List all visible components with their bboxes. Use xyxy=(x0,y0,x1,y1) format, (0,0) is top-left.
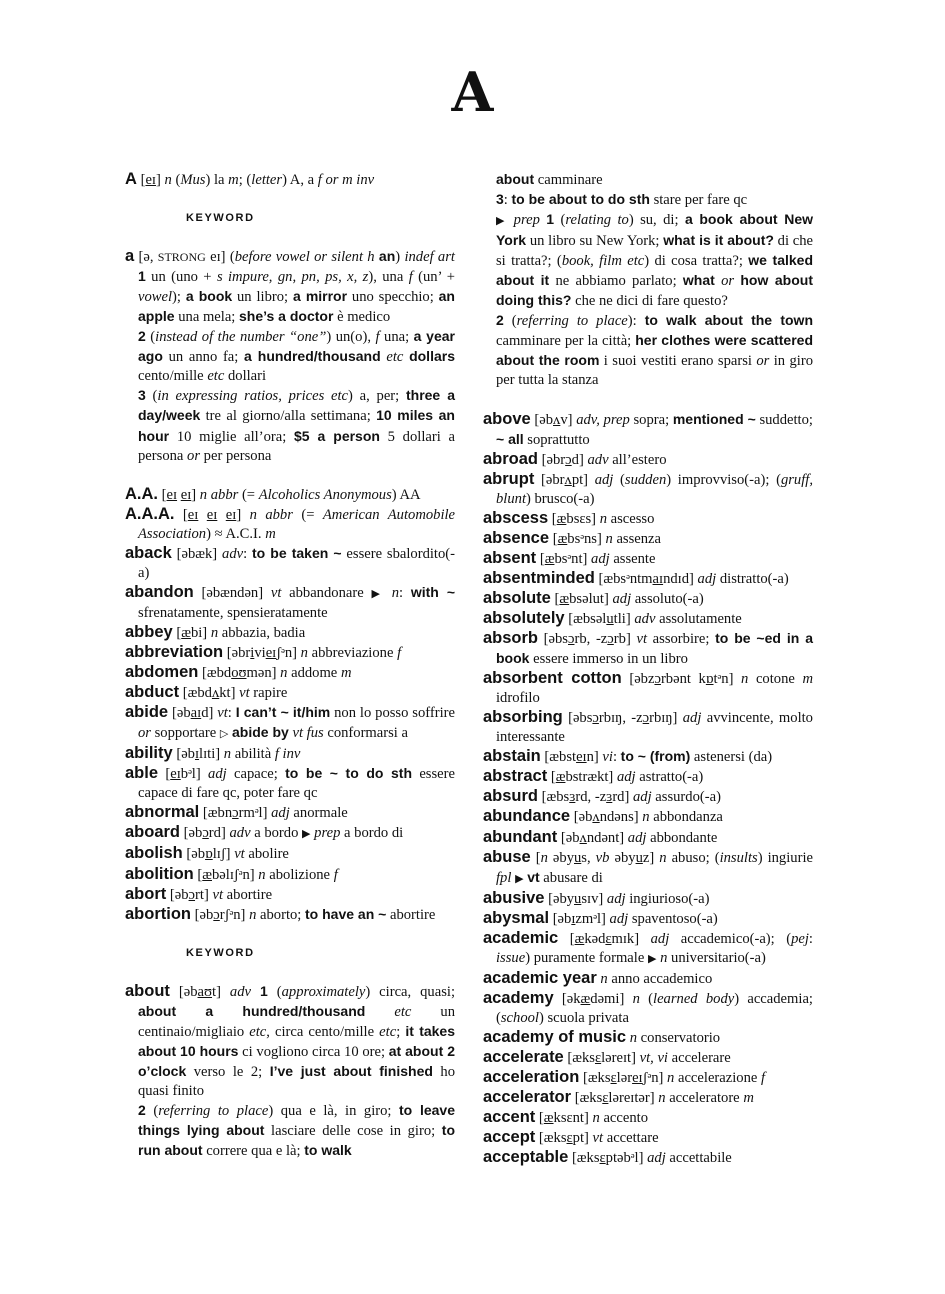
entry-sense: 3 (in expressing ratios, prices etc) a, per; three a day/week tre al giorno/alla settimana; 10 miles an hour 10 miglie all’ora; $5 a person 5 dollari a persona or per persona xyxy=(138,387,455,464)
dictionary-entry: abolition [æbəlɪʃᵊn] n abolizione f xyxy=(125,864,338,883)
dictionary-entry: abuse [n əbyus, vb əbyuz] n abuso; (insults) ingiurie fpl ▶ vt abusare di xyxy=(483,847,813,886)
dictionary-entry: abundant [əbʌndənt] adj abbondante xyxy=(483,827,718,846)
dictionary-entry: academy of music n conservatorio xyxy=(483,1027,721,1046)
dictionary-entry: absorbing [əbsɔrbɪŋ, -zɔrbɪŋ] adj avvincente, molto interessante xyxy=(483,708,813,746)
entry-sense: 3: to be about to do sth stare per fare qc xyxy=(496,191,748,209)
dictionary-entry: abandon [əbændən] vt abbandonare ▶ n: with ~ sfrenatamente, spensieratamente xyxy=(125,582,455,621)
dictionary-entry: accelerate [æksɛləreɪt] vt, vi accelerare xyxy=(483,1048,731,1067)
dictionary-entry: accelerator [æksɛləreɪtər] n acceleratore m xyxy=(483,1088,754,1107)
dictionary-entry: abide [əbaɪd] vt: I can’t ~ it/him non lo posso soffrire or sopportare ▷ abide by vt fus conformarsi a xyxy=(125,703,455,742)
dictionary-entry: abduct [æbdʌkt] vt rapire xyxy=(125,683,288,702)
dictionary-entry: abysmal [əbɪzmᵊl] adj spaventoso(-a) xyxy=(483,908,718,927)
page-letter-heading: A xyxy=(451,60,494,124)
dictionary-entry: aback [əbæk] adv: to be taken ~ essere sbalordito(-a) xyxy=(125,543,455,581)
entry-gap xyxy=(125,466,455,485)
entry-sense: about camminare xyxy=(496,171,603,188)
dictionary-entry: absence [æbsᵊns] n assenza xyxy=(483,528,662,547)
dictionary-entry: acceleration [æksɛləreɪʃᵊn] n accelerazione f xyxy=(483,1068,766,1087)
dictionary-entry: acceptable [æksɛptəbᵊl] adj accettabile xyxy=(483,1148,732,1167)
dictionary-entry: abundance [əbʌndəns] n abbondanza xyxy=(483,807,723,826)
dictionary-entry: absent [æbsᵊnt] adj assente xyxy=(483,548,656,567)
dictionary-entry: abscess [æbsɛs] n ascesso xyxy=(483,508,655,527)
dictionary-entry: abolish [əbɒlɪʃ] vt abolire xyxy=(125,844,289,863)
dictionary-entry: abbey [æbi] n abbazia, badia xyxy=(125,622,306,641)
dictionary-entry: academy [əkædəmi] n (learned body) accademia; (school) scuola privata xyxy=(483,988,813,1026)
dictionary-entry: absorb [əbsɔrb, -zɔrb] vt assorbire; to be ~ed in a book essere immerso in un libro xyxy=(483,629,813,668)
dictionary-entry: abbreviation [əbrivieɪʃᵊn] n abbreviazione f xyxy=(125,642,402,661)
dictionary-entry: a [ə, STRONG eɪ] (before vowel or silent h an) indef art 1 un (uno + s impure, gn, pn, ps, x, z), una f (un’ + vowel); a book un libro; a mirror uno specchio; an apple una mela; she’s a doctor è medico xyxy=(125,247,455,326)
entry-sense: 2 (instead of the number “one”) un(o), f una; a year ago un anno fa; a hundred/thousand etc dollars cento/mille etc dollari xyxy=(138,328,455,385)
dictionary-entry: absolutely [æbsəlutli] adv assolutamente xyxy=(483,608,742,627)
entry-sense: 2 (referring to place) qua e là, in giro; to leave things lying about lasciare delle cose in giro; to run about correre qua e là; to walk xyxy=(138,1101,456,1160)
left-column xyxy=(125,170,455,1161)
dictionary-entry: academic year n anno accademico xyxy=(483,968,713,987)
dictionary-entry: abusive [əbyusɪv] adj ingiurioso(-a) xyxy=(483,888,710,907)
keyword-label: KEYWORD xyxy=(186,212,255,225)
dictionary-entry: absurd [æbsɜrd, -zɜrd] adj assurdo(-a) xyxy=(483,787,721,806)
dictionary-entry: able [eɪbᵊl] adj capace; to be ~ to do sth essere capace di fare qc, poter fare qc xyxy=(125,764,455,802)
dictionary-entry: aboard [əbɔrd] adv a bordo ▶ prep a bordo di xyxy=(125,823,404,842)
dictionary-entry: above [əbʌv] adv, prep sopra; mentioned ~ suddetto; ~ all soprattutto xyxy=(483,409,813,448)
dictionary-entry: abnormal [æbnɔrmᵊl] adj anormale xyxy=(125,803,348,822)
dictionary-entry: about [əbaʊt] adv 1 (approximately) circa, quasi; about a hundred/thousand etc un centinaio/migliaio etc, circa cento/mille etc; it takes about 10 hours ci vogliono circa 10 ore; at about 2 o’clock verso le 2; I’ve just about finished ho quasi finito xyxy=(125,981,456,1099)
dictionary-entry: A.A. [eɪ eɪ] n abbr (= Alcoholics Anonymous) AA xyxy=(125,484,421,503)
dictionary-entry: ability [əbɪlɪti] n abilità f inv xyxy=(125,744,301,763)
dictionary-entry: accent [æksɛnt] n accento xyxy=(483,1108,649,1127)
entry-gap xyxy=(483,391,813,410)
dictionary-entry: accept [æksɛpt] vt accettare xyxy=(483,1128,659,1147)
dictionary-entry: abortion [əbɔrʃᵊn] n aborto; to have an ~ abortire xyxy=(125,904,436,923)
dictionary-entry: absentminded [æbsᵊntmaɪndɪd] adj distratto(-a) xyxy=(483,568,789,587)
dictionary-entry: abstract [æbstrækt] adj astratto(-a) xyxy=(483,767,704,786)
entry-sense: ▶ prep 1 (relating to) su, di; a book about New York un libro su New York; what is it about? di che si tratta?; (book, film etc) di cosa tratta?; we talked about it ne abbiamo parlato; what or how about doing this? che ne dici di fare questo? xyxy=(496,211,814,310)
keyword-label: KEYWORD xyxy=(186,946,255,959)
dictionary-entry: A.A.A. [eɪ eɪ eɪ] n abbr (= American Automobile Association) ≈ A.C.I. m xyxy=(125,504,456,542)
dictionary-entry: abstain [æbsteɪn] vi: to ~ (from) astenersi (da) xyxy=(483,747,773,766)
dictionary-entry: absorbent cotton [əbzɔrbənt kɒtᵊn] n cotone m idrofilo xyxy=(483,669,814,707)
dictionary-entry: abort [əbɔrt] vt abortire xyxy=(125,884,273,903)
entry-sense: 2 (referring to place): to walk about the town camminare per la città; her clothes were scattered about the room i suoi vestiti erano sparsi or in giro per tutta la stanza xyxy=(496,312,813,389)
right-column xyxy=(483,170,813,1168)
dictionary-entry: abrupt [əbrʌpt] adj (sudden) improvviso(-a); (gruff, blunt) brusco(-a) xyxy=(483,469,813,507)
dictionary-entry: academic [ækədɛmɪk] adj accademico(-a); (pej: issue) puramente formale ▶ n universitario(-a) xyxy=(483,928,813,966)
dictionary-entry: A [eɪ] n (Mus) la m; (letter) A, a f or m inv xyxy=(125,170,375,188)
dictionary-entry: abroad [əbrɔd] adv all’estero xyxy=(483,449,667,468)
dictionary-entry: abdomen [æbdoʊmən] n addome m xyxy=(125,663,352,682)
dictionary-entry: absolute [æbsəlut] adj assoluto(-a) xyxy=(483,588,704,607)
